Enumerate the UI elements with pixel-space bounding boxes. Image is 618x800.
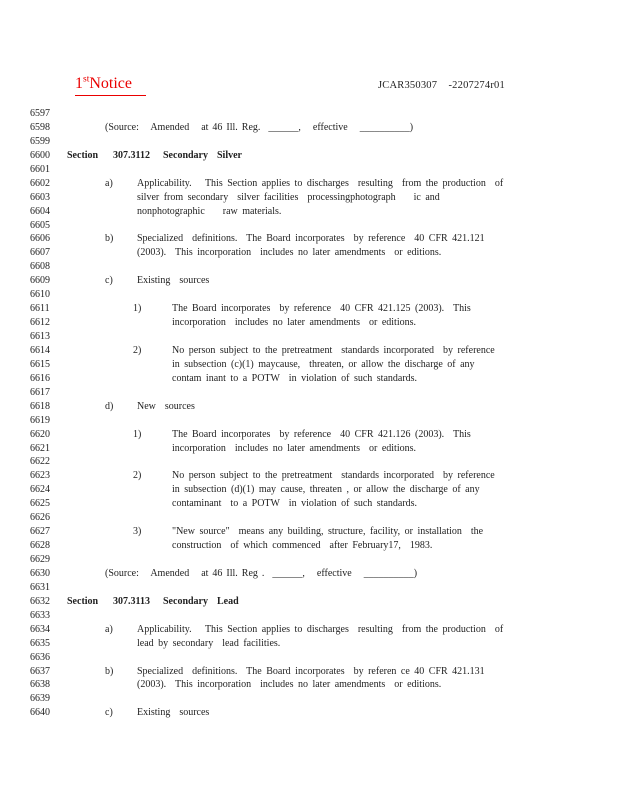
- line-number: 6602: [30, 177, 50, 189]
- document-line: [0, 665, 618, 679]
- line-number: 6614: [30, 344, 50, 356]
- document-line: [0, 469, 618, 483]
- item-label: a): [105, 623, 113, 635]
- document-line: [0, 539, 618, 553]
- section-heading-part: Section: [67, 149, 99, 161]
- section-heading-part: Secondary: [163, 595, 208, 607]
- line-number: 6631: [30, 581, 50, 593]
- line-number: 6621: [30, 442, 50, 454]
- line-number: 6633: [30, 609, 50, 621]
- document-line: [0, 637, 618, 651]
- item-label: c): [105, 707, 113, 719]
- line-text: contaminant to a POTW in violation of such standards.: [172, 498, 418, 510]
- line-number: 6616: [30, 372, 50, 384]
- document-line: [0, 191, 618, 205]
- document-line: [0, 135, 618, 149]
- line-text: The Board incorporates by reference 40 CFR 421.126 (2003). This: [172, 428, 471, 440]
- line-text: Specialized definitions. The Board incorporates by referen ce 40 CFR 421.131: [137, 665, 485, 677]
- document-line: [0, 330, 618, 344]
- line-number: 6610: [30, 289, 50, 301]
- line-number: 6627: [30, 526, 50, 538]
- line-number: 6613: [30, 331, 50, 342]
- line-number: 6605: [30, 219, 50, 231]
- item-label: 2): [133, 470, 142, 482]
- line-number: 6601: [30, 163, 50, 175]
- item-label: b): [105, 665, 114, 677]
- document-line: [0, 595, 618, 609]
- line-number: 6630: [30, 567, 50, 579]
- line-number: 6611: [30, 303, 50, 315]
- line-number: 6612: [30, 317, 50, 329]
- line-text: (2003). This incorporation includes no later amendments or editions.: [137, 247, 442, 259]
- line-number: 6619: [30, 414, 50, 426]
- line-text: The Board incorporates by reference 40 CFR 421.125 (2003). This: [172, 303, 471, 315]
- line-text: nonphotographic raw materials.: [137, 205, 282, 217]
- line-number: 6628: [30, 540, 50, 552]
- line-text: incorporation includes no later amendments or editions.: [172, 442, 416, 454]
- line-text: incorporation includes no later amendments or editions.: [172, 317, 416, 329]
- document-line: [0, 386, 618, 400]
- document-line: [0, 121, 618, 135]
- document-line: [0, 497, 618, 511]
- item-label: 1): [133, 303, 142, 315]
- document-line: [0, 344, 618, 358]
- document-line: [0, 581, 618, 595]
- document-line: [0, 107, 618, 121]
- item-label: d): [105, 400, 114, 412]
- line-number: 6636: [30, 651, 50, 663]
- document-reference: JCAR350307 -2207274r01: [378, 80, 505, 91]
- item-label: 3): [133, 526, 142, 538]
- line-number: 6634: [30, 623, 50, 635]
- item-label: 1): [133, 428, 142, 440]
- line-text: in subsection (d)(1) may cause, threaten , or allow the discharge of any: [172, 484, 480, 496]
- document-line: [0, 163, 618, 177]
- item-label: c): [105, 275, 113, 287]
- line-text: No person subject to the pretreatment standards incorporated by reference: [172, 344, 495, 356]
- line-text: Specialized definitions. The Board incorporates by reference 40 CFR 421.121: [137, 233, 485, 245]
- line-number: 6626: [30, 512, 50, 524]
- document-line: [0, 302, 618, 316]
- section-heading-part: Silver: [217, 149, 242, 161]
- line-text: in subsection (c)(1) maycause, threaten, or allow the discharge of any: [172, 358, 475, 370]
- line-text: (Source: Amended at 46 Ill. Reg. ______, effective __________): [105, 121, 414, 133]
- document-line: [0, 623, 618, 637]
- document-body: [0, 107, 618, 720]
- document-line: [0, 177, 618, 191]
- document-line: [0, 455, 618, 469]
- line-number: 6609: [30, 275, 50, 287]
- line-number: 6615: [30, 358, 50, 370]
- line-text: contam inant to a POTW in violation of such standards.: [172, 372, 418, 384]
- document-line: [0, 205, 618, 219]
- document-line: [0, 651, 618, 665]
- line-number: 6623: [30, 470, 50, 482]
- document-line: [0, 232, 618, 246]
- document-line: [0, 246, 618, 260]
- line-text: Existing sources: [137, 707, 210, 719]
- document-line: [0, 219, 618, 233]
- document-line: [0, 149, 618, 163]
- item-label: a): [105, 177, 113, 189]
- document-line: [0, 483, 618, 497]
- line-number: 6637: [30, 665, 50, 677]
- section-heading-part: Secondary: [163, 149, 208, 161]
- document-line: [0, 400, 618, 414]
- line-text: silver from secondary silver facilities processingphotograph ic and: [137, 191, 440, 203]
- line-text: lead by secondary lead facilities.: [137, 637, 281, 649]
- line-text: Existing sources: [137, 275, 210, 287]
- line-text: New sources: [137, 400, 195, 412]
- line-number: 6632: [30, 595, 50, 607]
- document-line: [0, 692, 618, 706]
- line-text: "New source" means any building, structure, facility, or installation the: [172, 526, 484, 538]
- line-number: 6629: [30, 554, 50, 565]
- line-number: 6608: [30, 261, 50, 273]
- section-heading-part: Lead: [217, 595, 239, 607]
- line-number: 6618: [30, 400, 50, 412]
- document-line: [0, 414, 618, 428]
- document-line: [0, 525, 618, 539]
- line-text: No person subject to the pretreatment standards incorporated by reference: [172, 470, 495, 482]
- line-number: 6599: [30, 135, 50, 147]
- line-number: 6600: [30, 149, 50, 161]
- line-text: Applicability. This Section applies to discharges resulting from the production of: [137, 177, 504, 189]
- line-number: 6603: [30, 191, 50, 203]
- document-line: [0, 609, 618, 623]
- line-number: 6617: [30, 386, 50, 398]
- notice-word: Notice: [89, 75, 132, 92]
- document-line: [0, 274, 618, 288]
- document-line: [0, 288, 618, 302]
- line-text: (Source: Amended at 46 Ill. Reg . ______, effective __________): [105, 567, 418, 579]
- line-number: 6639: [30, 693, 50, 705]
- document-line: [0, 428, 618, 442]
- document-line: [0, 316, 618, 330]
- line-number: 6606: [30, 233, 50, 245]
- line-number: 6620: [30, 428, 50, 440]
- notice-label: [75, 75, 146, 96]
- section-heading-part: 307.3113: [113, 595, 150, 607]
- section-heading-part: 307.3112: [113, 149, 150, 161]
- document-line: [0, 260, 618, 274]
- line-number: 6604: [30, 205, 50, 217]
- notice-number: 1: [75, 75, 83, 92]
- line-text: Applicability. This Section applies to discharges resulting from the production of: [137, 623, 504, 635]
- document-line: [0, 442, 618, 456]
- line-text: (2003). This incorporation includes no later amendments or editions.: [137, 679, 442, 691]
- document-line: [0, 511, 618, 525]
- section-heading-part: Section: [67, 595, 99, 607]
- document-line: [0, 358, 618, 372]
- line-number: 6598: [30, 121, 50, 133]
- line-number: 6625: [30, 498, 50, 510]
- line-number: 6640: [30, 707, 50, 719]
- line-number: 6607: [30, 247, 50, 259]
- document-line: [0, 706, 618, 720]
- document-line: [0, 553, 618, 567]
- item-label: b): [105, 233, 114, 245]
- item-label: 2): [133, 344, 142, 356]
- line-number: 6638: [30, 679, 50, 691]
- document-line: [0, 678, 618, 692]
- line-number: 6622: [30, 456, 50, 468]
- document-line: [0, 567, 618, 581]
- line-number: 6624: [30, 484, 50, 496]
- line-number: 6635: [30, 637, 50, 649]
- document-line: [0, 372, 618, 386]
- line-number: 6597: [30, 108, 50, 119]
- line-text: construction of which commenced after February17, 1983.: [172, 540, 433, 552]
- notice-ordinal-suffix: st: [83, 74, 90, 85]
